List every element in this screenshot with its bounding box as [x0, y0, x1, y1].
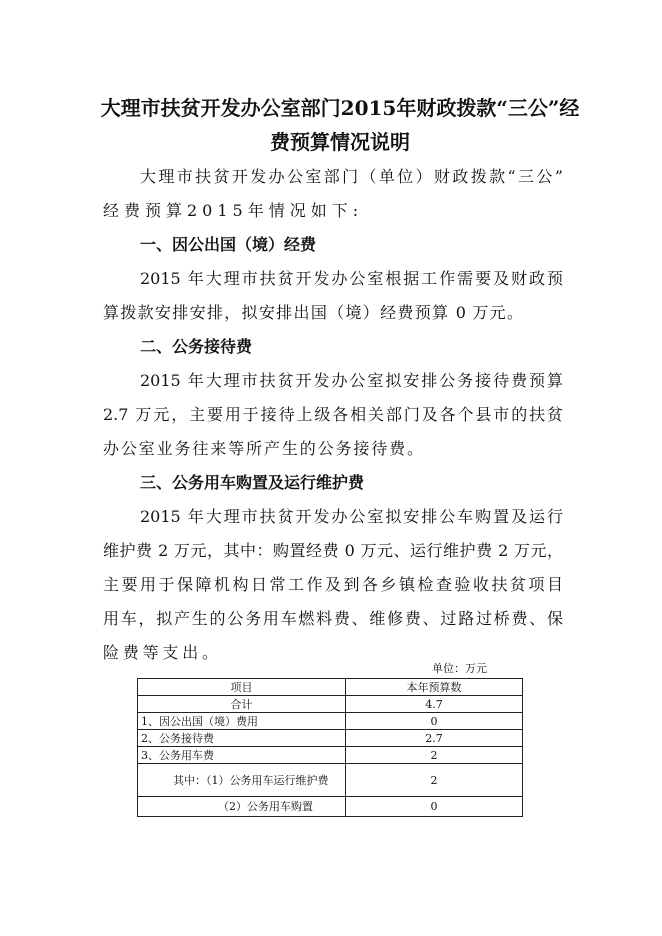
row-value: 2.7: [346, 730, 523, 747]
budget-table: [137, 678, 523, 817]
section-3-text: 主要用于保障机构日常工作及到各乡镇检查验收扶贫项目: [103, 575, 563, 594]
row-item: 合计: [138, 696, 346, 713]
table-row: [138, 764, 523, 797]
row-item: 1、因公出国（境）费用: [138, 713, 346, 730]
row-item: 其中：（1）公务用车运行维护费: [138, 764, 346, 797]
row-item: （2）公务用车购置: [138, 797, 346, 817]
section-3-text: 维护费 2 万元，其中：购置经费 0 万元、运行维护费 2 万元，: [103, 541, 563, 560]
row-value: 4.7: [346, 696, 523, 713]
section-1-text: 算拨款安排安排，拟安排出国（境）经费预算 0 万元。: [103, 303, 523, 322]
table-row: [138, 696, 523, 713]
unit-label: 单位：万元: [432, 662, 487, 675]
section-3-text: 用车，拟产生的公务用车燃料费、维修费、过路过桥费、保: [103, 609, 563, 628]
row-value: 0: [346, 797, 523, 817]
row-value: 0: [346, 713, 523, 730]
row-value: 2: [346, 764, 523, 797]
row-value: 2: [346, 747, 523, 764]
title-line-2: 费预算情况说明: [270, 130, 410, 154]
header-value: 本年预算数: [346, 679, 523, 696]
row-item: 3、公务用车费: [138, 747, 346, 764]
table-row: [138, 747, 523, 764]
section-2-text: 办公室业务往来等所产生的公务接待费。: [103, 439, 423, 458]
intro-line-1: 大理市扶贫开发办公室部门（单位）财政拨款“三公”: [140, 167, 563, 186]
section-3-text: 险费等支出。: [103, 643, 218, 662]
section-2-text: 2.7 万元，主要用于接待上级各相关部门及各个县市的扶贫: [103, 405, 563, 424]
table-row: [138, 797, 523, 817]
intro-line-2: 经费预算2015年情况如下:: [103, 201, 364, 220]
section-2-heading: 二、公务接待费: [140, 337, 253, 356]
title-line-1: 大理市扶贫开发办公室部门2015年财政拨款“三公”经: [100, 96, 580, 120]
table-header-row: [138, 679, 523, 696]
section-1-heading: 一、因公出国（境）经费: [140, 235, 317, 254]
header-item: 项目: [138, 679, 346, 696]
section-2-text: 2015 年大理市扶贫开发办公室拟安排公务接待费预算: [140, 371, 563, 390]
table-row: [138, 730, 523, 747]
section-3-heading: 三、公务用车购置及运行维护费: [140, 473, 365, 492]
table-row: [138, 713, 523, 730]
section-3-text: 2015 年大理市扶贫开发办公室拟安排公车购置及运行: [140, 507, 563, 526]
row-item: 2、公务接待费: [138, 730, 346, 747]
section-1-text: 2015 年大理市扶贫开发办公室根据工作需要及财政预: [140, 269, 563, 288]
